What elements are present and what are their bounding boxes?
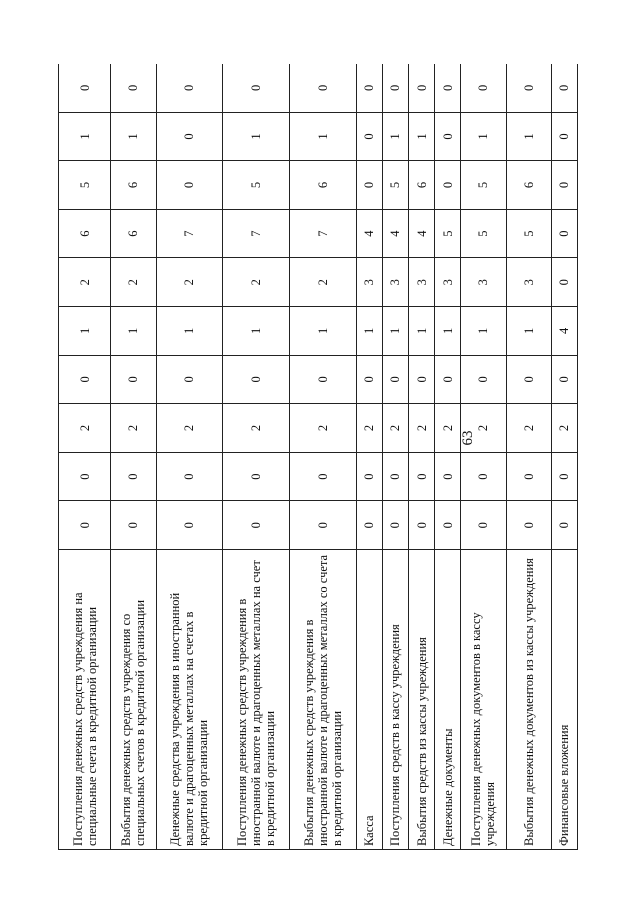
code-digit-cell: 4 xyxy=(356,209,382,258)
code-digit-cell: 0 xyxy=(59,355,111,404)
code-digit-cell: 7 xyxy=(156,209,223,258)
code-digit-cell: 0 xyxy=(551,452,577,501)
account-name-cell: Поступления денежных средств учреждения на специальные счета в кредитной организации xyxy=(59,550,111,850)
code-digit-cell: 1 xyxy=(461,307,506,356)
code-digit-cell: 1 xyxy=(382,307,408,356)
code-digit-cell: 1 xyxy=(59,307,111,356)
code-digit-cell: 2 xyxy=(156,404,223,453)
code-digit-cell: 6 xyxy=(506,161,551,210)
table-row xyxy=(551,64,577,850)
code-digit-cell: 1 xyxy=(223,112,290,161)
code-digit-cell: 0 xyxy=(461,355,506,404)
code-digit-cell: 0 xyxy=(356,501,382,550)
table-row xyxy=(461,64,506,850)
code-digit-cell: 7 xyxy=(223,209,290,258)
table-row xyxy=(356,64,382,850)
code-digit-cell: 6 xyxy=(111,209,156,258)
code-digit-cell: 0 xyxy=(435,501,461,550)
code-digit-cell: 2 xyxy=(289,258,356,307)
code-digit-cell: 0 xyxy=(156,452,223,501)
table-row xyxy=(506,64,551,850)
code-digit-cell: 3 xyxy=(461,258,506,307)
code-digit-cell: 2 xyxy=(382,404,408,453)
code-digit-cell: 1 xyxy=(59,112,111,161)
code-digit-cell: 2 xyxy=(59,258,111,307)
code-digit-cell: 0 xyxy=(356,452,382,501)
table-row xyxy=(111,64,156,850)
code-digit-cell: 0 xyxy=(289,355,356,404)
code-digit-cell: 0 xyxy=(551,112,577,161)
table-row xyxy=(223,64,290,850)
code-digit-cell: 1 xyxy=(435,307,461,356)
account-name-cell: Выбытия денежных документов из кассы учреждения xyxy=(506,550,551,850)
code-digit-cell: 0 xyxy=(59,452,111,501)
account-name-cell: Выбытия средств из кассы учреждения xyxy=(408,550,434,850)
code-digit-cell: 1 xyxy=(111,112,156,161)
code-digit-cell: 3 xyxy=(435,258,461,307)
code-digit-cell: 0 xyxy=(506,452,551,501)
code-digit-cell: 0 xyxy=(382,64,408,112)
code-digit-cell: 0 xyxy=(461,501,506,550)
code-digit-cell: 1 xyxy=(223,307,290,356)
page-number: 63 xyxy=(460,430,476,446)
code-digit-cell: 0 xyxy=(59,501,111,550)
code-digit-cell: 4 xyxy=(408,209,434,258)
code-digit-cell: 1 xyxy=(289,307,356,356)
code-digit-cell: 1 xyxy=(506,307,551,356)
code-digit-cell: 0 xyxy=(408,501,434,550)
code-digit-cell: 2 xyxy=(356,404,382,453)
code-digit-cell: 1 xyxy=(461,112,506,161)
code-digit-cell: 5 xyxy=(223,161,290,210)
code-digit-cell: 6 xyxy=(111,161,156,210)
table-row xyxy=(59,64,111,850)
account-code-table xyxy=(58,64,578,850)
account-name-cell: Касса xyxy=(356,550,382,850)
table-row xyxy=(156,64,223,850)
code-digit-cell: 0 xyxy=(156,355,223,404)
code-digit-cell: 0 xyxy=(382,355,408,404)
account-name-cell: Выбытия денежных средств учреждения в иностранной валюте и драгоценных металлах со счета в кредитной организации xyxy=(289,550,356,850)
table-row xyxy=(408,64,434,850)
code-digit-cell: 0 xyxy=(223,355,290,404)
code-digit-cell: 0 xyxy=(382,501,408,550)
code-digit-cell: 0 xyxy=(356,355,382,404)
code-digit-cell: 0 xyxy=(156,161,223,210)
code-digit-cell: 0 xyxy=(551,501,577,550)
code-digit-cell: 0 xyxy=(435,355,461,404)
code-digit-cell: 0 xyxy=(435,452,461,501)
code-digit-cell: 0 xyxy=(111,452,156,501)
code-digit-cell: 2 xyxy=(59,404,111,453)
code-digit-cell: 2 xyxy=(156,258,223,307)
code-digit-cell: 2 xyxy=(223,404,290,453)
code-digit-cell: 0 xyxy=(408,64,434,112)
code-digit-cell: 0 xyxy=(551,161,577,210)
code-digit-cell: 5 xyxy=(506,209,551,258)
table-row xyxy=(289,64,356,850)
code-digit-cell: 0 xyxy=(356,64,382,112)
code-digit-cell: 2 xyxy=(506,404,551,453)
code-digit-cell: 2 xyxy=(111,404,156,453)
code-digit-cell: 0 xyxy=(461,64,506,112)
code-digit-cell: 0 xyxy=(435,112,461,161)
code-digit-cell: 0 xyxy=(551,64,577,112)
code-digit-cell: 0 xyxy=(506,355,551,404)
code-digit-cell: 2 xyxy=(408,404,434,453)
code-digit-cell: 0 xyxy=(111,355,156,404)
account-name-cell: Денежные документы xyxy=(435,550,461,850)
code-digit-cell: 0 xyxy=(551,209,577,258)
code-digit-cell: 0 xyxy=(461,452,506,501)
code-digit-cell: 1 xyxy=(111,307,156,356)
code-digit-cell: 0 xyxy=(382,452,408,501)
code-digit-cell: 0 xyxy=(435,161,461,210)
code-digit-cell: 0 xyxy=(506,501,551,550)
rotated-table-frame xyxy=(58,64,578,850)
table-row xyxy=(382,64,408,850)
code-digit-cell: 6 xyxy=(289,161,356,210)
code-digit-cell: 0 xyxy=(551,355,577,404)
code-digit-cell: 1 xyxy=(289,112,356,161)
code-digit-cell: 1 xyxy=(408,112,434,161)
code-digit-cell: 3 xyxy=(356,258,382,307)
code-digit-cell: 2 xyxy=(461,404,506,453)
code-digit-cell: 4 xyxy=(382,209,408,258)
code-digit-cell: 1 xyxy=(356,307,382,356)
code-digit-cell: 0 xyxy=(356,161,382,210)
code-digit-cell: 5 xyxy=(382,161,408,210)
code-digit-cell: 0 xyxy=(156,112,223,161)
code-digit-cell: 1 xyxy=(382,112,408,161)
code-digit-cell: 0 xyxy=(223,64,290,112)
table-row xyxy=(435,64,461,850)
code-digit-cell: 5 xyxy=(435,209,461,258)
account-name-cell: Поступления денежных средств учреждения в иностранной валюте и драгоценных металлах на счет в кредитной организации xyxy=(223,550,290,850)
table-body xyxy=(59,64,578,850)
code-digit-cell: 5 xyxy=(59,161,111,210)
code-digit-cell: 0 xyxy=(223,501,290,550)
code-digit-cell: 0 xyxy=(156,64,223,112)
account-name-cell: Поступления денежных документов в кассу учреждения xyxy=(461,550,506,850)
code-digit-cell: 7 xyxy=(289,209,356,258)
code-digit-cell: 2 xyxy=(289,404,356,453)
account-name-cell: Выбытия денежных средств учреждения со специальных счетов в кредитной организации xyxy=(111,550,156,850)
code-digit-cell: 4 xyxy=(551,307,577,356)
code-digit-cell: 1 xyxy=(408,307,434,356)
account-name-cell: Финансовые вложения xyxy=(551,550,577,850)
code-digit-cell: 5 xyxy=(461,209,506,258)
code-digit-cell: 0 xyxy=(289,501,356,550)
code-digit-cell: 2 xyxy=(223,258,290,307)
code-digit-cell: 2 xyxy=(435,404,461,453)
code-digit-cell: 0 xyxy=(408,355,434,404)
code-digit-cell: 0 xyxy=(435,64,461,112)
account-name-cell: Денежные средства учреждения в иностранной валюте и драгоценных металлах на счетах в кредитной организации xyxy=(156,550,223,850)
code-digit-cell: 0 xyxy=(59,64,111,112)
code-digit-cell: 1 xyxy=(156,307,223,356)
code-digit-cell: 0 xyxy=(223,452,290,501)
code-digit-cell: 0 xyxy=(506,64,551,112)
code-digit-cell: 3 xyxy=(408,258,434,307)
code-digit-cell: 0 xyxy=(156,501,223,550)
code-digit-cell: 6 xyxy=(59,209,111,258)
account-name-cell: Поступления средств в кассу учреждения xyxy=(382,550,408,850)
code-digit-cell: 3 xyxy=(382,258,408,307)
code-digit-cell: 0 xyxy=(289,452,356,501)
code-digit-cell: 0 xyxy=(289,64,356,112)
code-digit-cell: 0 xyxy=(111,64,156,112)
code-digit-cell: 0 xyxy=(111,501,156,550)
code-digit-cell: 3 xyxy=(506,258,551,307)
code-digit-cell: 5 xyxy=(461,161,506,210)
code-digit-cell: 0 xyxy=(408,452,434,501)
code-digit-cell: 0 xyxy=(356,112,382,161)
code-digit-cell: 6 xyxy=(408,161,434,210)
code-digit-cell: 2 xyxy=(111,258,156,307)
code-digit-cell: 1 xyxy=(506,112,551,161)
code-digit-cell: 2 xyxy=(551,404,577,453)
code-digit-cell: 0 xyxy=(551,258,577,307)
